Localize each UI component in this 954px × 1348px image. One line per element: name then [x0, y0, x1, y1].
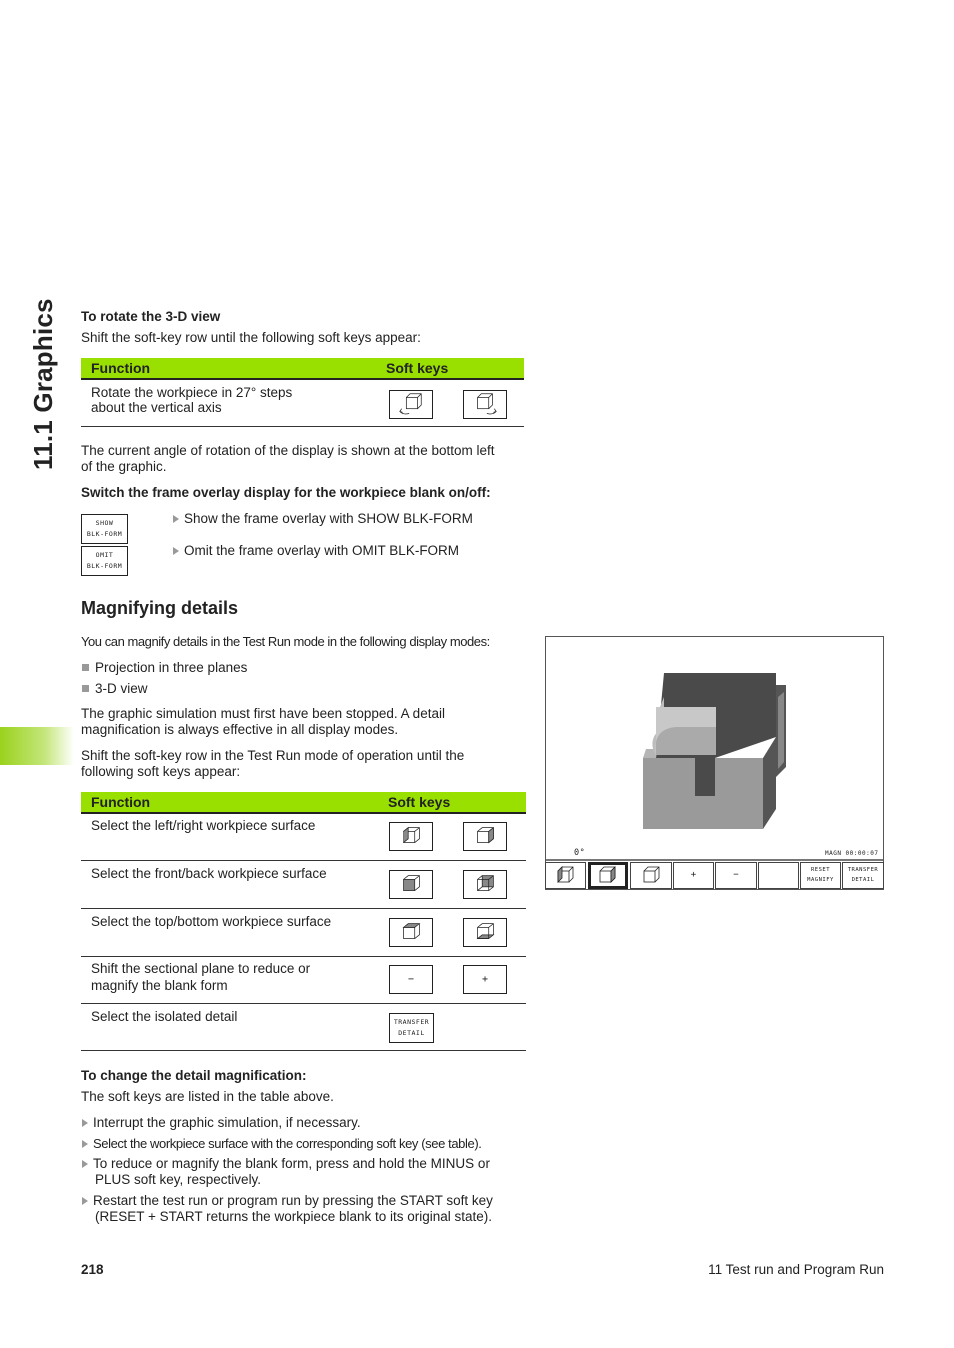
page-number: 218 [81, 1262, 104, 1277]
table-rule [81, 1003, 526, 1004]
rotate-row-text-2: about the vertical axis [91, 400, 222, 415]
table-rule [81, 956, 526, 957]
screen-empty-softkey[interactable] [758, 862, 799, 889]
show-blk-form-softkey[interactable] [81, 514, 128, 544]
cube-top-face-icon [390, 919, 432, 946]
softkey-label-line: BLK-FORM [86, 530, 123, 538]
step-text: To reduce or magnify the blank form, press and hold the MINUS or [93, 1156, 490, 1171]
screen-left-surface-softkey[interactable] [545, 862, 586, 889]
square-bullet-icon [82, 685, 89, 692]
rotate-right-cube-icon [464, 391, 506, 418]
omit-blk-form-softkey[interactable] [81, 546, 128, 576]
step-item [82, 1115, 361, 1131]
cube-left-face-icon [546, 863, 585, 888]
col-softkeys: Soft keys [388, 794, 451, 810]
magnify-row-text: Select the top/bottom workpiece surface [91, 914, 332, 929]
softkey-label-line: MAGNIFY [807, 877, 834, 883]
frame-heading: Switch the frame overlay display for the workpiece blank on/off: [81, 485, 491, 500]
cube-front-face-icon [631, 863, 671, 888]
magnify-para2-2: following soft keys appear: [81, 764, 241, 779]
step-text-continued: (RESET + START returns the workpiece blank to its original state). [95, 1209, 493, 1224]
change-heading: To change the detail magnification: [81, 1068, 307, 1083]
col-function: Function [91, 794, 151, 810]
step-text: Select the workpiece surface with the corresponding soft key (see table). [93, 1136, 482, 1151]
rotate-table-header [81, 358, 524, 378]
bottom-surface-softkey[interactable] [463, 918, 507, 947]
workpiece-3d-render [546, 637, 883, 859]
screen-transfer-detail-softkey[interactable] [842, 862, 884, 889]
screen-minus-softkey[interactable]: − [715, 862, 757, 889]
cube-front-face-icon [390, 871, 432, 898]
mode-item [82, 681, 148, 697]
right-surface-softkey[interactable] [463, 822, 507, 851]
mode-item-text: 3-D view [95, 681, 148, 696]
mode-item-text: Projection in three planes [95, 660, 248, 675]
screen-front-surface-softkey[interactable] [630, 862, 672, 889]
magnify-table-header [81, 792, 526, 812]
section-side-title: 11.1 Graphics [28, 298, 58, 470]
status-divider [546, 859, 883, 861]
left-surface-softkey[interactable] [389, 822, 433, 851]
graphics-screenshot [545, 636, 884, 890]
magnify-heading: Magnifying details [81, 598, 239, 618]
magnify-row-text: magnify the blank form [91, 978, 228, 993]
table-rule [81, 860, 526, 861]
transfer-detail-softkey[interactable] [389, 1013, 434, 1043]
table-rule [81, 426, 524, 427]
softkey-label-line: BLK-FORM [86, 562, 123, 570]
top-surface-softkey[interactable] [389, 918, 433, 947]
rotate-heading: To rotate the 3-D view [81, 309, 221, 324]
magnify-row-text: Select the isolated detail [91, 1009, 238, 1024]
rotate-intro: Shift the soft-key row until the following soft keys appear: [81, 330, 421, 345]
softkey-label-line: TRANSFER [393, 1018, 430, 1026]
omit-step [173, 543, 459, 559]
rotate-right-softkey[interactable] [463, 390, 507, 419]
square-bullet-icon [82, 664, 89, 671]
rotate-note-1: The current angle of rotation of the display is shown at the bottom left [81, 443, 495, 458]
front-surface-softkey[interactable] [389, 870, 433, 899]
chapter-footer: 11 Test run and Program Run [708, 1262, 884, 1277]
magnify-row-text: Select the front/back workpiece surface [91, 866, 327, 881]
magnify-para1-1: The graphic simulation must first have been stopped. A detail [81, 706, 445, 721]
magnify-para1-2: magnification is always effective in all display modes. [81, 722, 399, 737]
rotate-row-text-1: Rotate the workpiece in 27° steps [91, 385, 293, 400]
magnification-time-readout: MAGN 00:00:07 [825, 850, 879, 857]
step-item [82, 1193, 493, 1209]
table-rule [81, 1050, 526, 1051]
arrow-bullet-icon [173, 547, 179, 555]
magnify-row-text: Select the left/right workpiece surface [91, 818, 316, 833]
screen-plus-softkey[interactable]: + [673, 862, 714, 889]
softkey-label-line: DETAIL [851, 877, 875, 883]
cube-left-face-icon [390, 823, 432, 850]
step-item [82, 1156, 490, 1172]
minus-softkey[interactable]: − [389, 965, 433, 994]
softkey-label-line: RESET [810, 867, 831, 873]
table-rule [81, 908, 526, 909]
softkey-label-line: TRANSFER [847, 867, 879, 873]
step-text: Restart the test run or program run by pressing the START soft key [93, 1193, 493, 1208]
col-softkeys: Soft keys [386, 360, 449, 376]
table-rule [81, 812, 526, 814]
omit-step-text: Omit the frame overlay with OMIT BLK-FORM [184, 543, 460, 558]
plus-softkey[interactable]: + [463, 965, 507, 994]
cube-right-face-icon [591, 865, 625, 886]
rotation-angle-readout: 0° [574, 848, 586, 858]
arrow-bullet-icon [82, 1140, 88, 1148]
chapter-tab-marker [0, 727, 74, 765]
arrow-bullet-icon [173, 515, 179, 523]
magnify-row-text: Shift the sectional plane to reduce or [91, 961, 311, 976]
cube-back-face-icon [464, 871, 506, 898]
rotate-left-softkey[interactable] [389, 390, 433, 419]
softkey-label-line: DETAIL [398, 1029, 425, 1037]
table-rule [81, 378, 524, 380]
show-step-text: Show the frame overlay with SHOW BLK-FORM [184, 511, 473, 526]
screen-reset-magnify-softkey[interactable] [800, 862, 841, 889]
arrow-bullet-icon [82, 1197, 88, 1205]
back-surface-softkey[interactable] [463, 870, 507, 899]
screen-right-surface-softkey-active[interactable] [588, 862, 628, 889]
mode-item [82, 660, 247, 676]
arrow-bullet-icon [82, 1119, 88, 1127]
softkey-label-line: OMIT [95, 551, 114, 559]
step-item [82, 1136, 481, 1152]
show-step [173, 511, 473, 527]
magnify-para2-1: Shift the soft-key row in the Test Run mode of operation until the [81, 748, 465, 763]
cube-bottom-face-icon [464, 919, 506, 946]
rotate-left-cube-icon [390, 391, 432, 418]
step-text: Interrupt the graphic simulation, if necessary. [93, 1115, 361, 1130]
step-text-continued: PLUS soft key, respectively. [95, 1172, 262, 1187]
magnify-intro: You can magnify details in the Test Run mode in the following display modes: [81, 634, 490, 649]
arrow-bullet-icon [82, 1160, 88, 1168]
cube-right-face-icon [464, 823, 506, 850]
change-intro: The soft keys are listed in the table above. [81, 1089, 334, 1104]
rotate-note-2: of the graphic. [81, 459, 167, 474]
softkey-label-line: SHOW [95, 519, 114, 527]
col-function: Function [91, 360, 151, 376]
